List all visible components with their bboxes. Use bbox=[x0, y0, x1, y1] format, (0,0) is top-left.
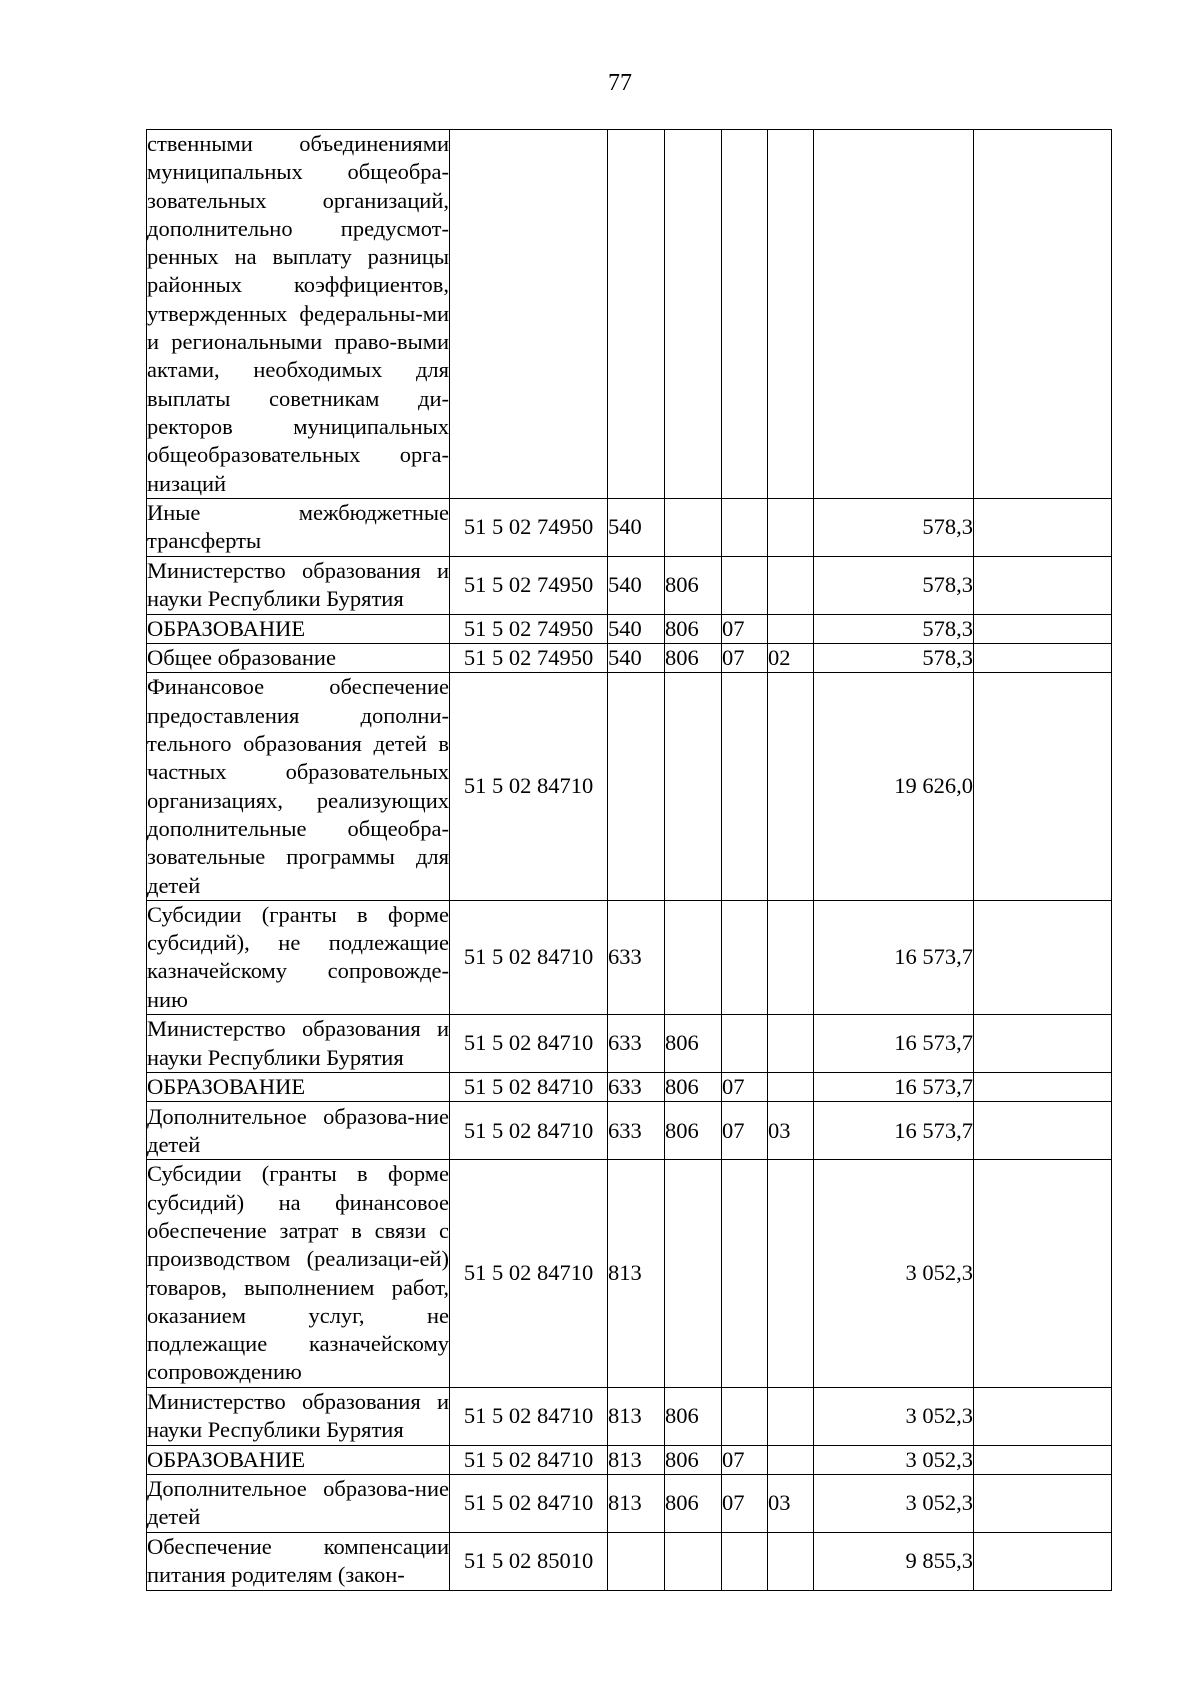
cell-extra bbox=[974, 1445, 1112, 1474]
cell-ministry-code: 806 bbox=[665, 1015, 722, 1073]
budget-table bbox=[146, 129, 1112, 1591]
cell-subsection bbox=[768, 130, 814, 499]
cell-extra bbox=[974, 1532, 1112, 1590]
cell-extra bbox=[974, 1387, 1112, 1445]
cell-amount: 9 855,3 bbox=[814, 1532, 974, 1590]
cell-amount: 3 052,3 bbox=[814, 1160, 974, 1387]
cell-ministry-code: 806 bbox=[665, 1102, 722, 1160]
cell-extra bbox=[974, 644, 1112, 673]
cell-extra bbox=[974, 1073, 1112, 1102]
cell-expense-type bbox=[608, 130, 665, 499]
cell-expense-type: 540 bbox=[608, 644, 665, 673]
cell-item-name: Министерство образования и науки Республики Бурятия bbox=[147, 556, 450, 614]
cell-expense-type: 633 bbox=[608, 1073, 665, 1102]
cell-item-name: Иные межбюджетные трансферты bbox=[147, 498, 450, 556]
cell-ministry-code: 806 bbox=[665, 556, 722, 614]
cell-section bbox=[722, 556, 768, 614]
cell-section bbox=[722, 130, 768, 499]
cell-section bbox=[722, 673, 768, 900]
cell-expense-type: 633 bbox=[608, 1102, 665, 1160]
cell-target-article: 51 5 02 84710 bbox=[450, 1015, 608, 1073]
table-row bbox=[147, 673, 1112, 900]
cell-section bbox=[722, 1015, 768, 1073]
cell-section bbox=[722, 498, 768, 556]
table-row bbox=[147, 644, 1112, 673]
cell-expense-type: 633 bbox=[608, 900, 665, 1014]
cell-section: 07 bbox=[722, 1102, 768, 1160]
cell-item-name: Дополнительное образова-ние детей bbox=[147, 1102, 450, 1160]
cell-subsection: 03 bbox=[768, 1102, 814, 1160]
cell-target-article: 51 5 02 84710 bbox=[450, 1073, 608, 1102]
cell-subsection bbox=[768, 900, 814, 1014]
cell-amount: 16 573,7 bbox=[814, 1015, 974, 1073]
table-row bbox=[147, 1474, 1112, 1532]
cell-expense-type bbox=[608, 673, 665, 900]
cell-amount: 3 052,3 bbox=[814, 1387, 974, 1445]
cell-target-article: 51 5 02 84710 bbox=[450, 1474, 608, 1532]
cell-extra bbox=[974, 1102, 1112, 1160]
cell-ministry-code bbox=[665, 900, 722, 1014]
cell-extra bbox=[974, 1474, 1112, 1532]
cell-expense-type: 813 bbox=[608, 1474, 665, 1532]
table-row bbox=[147, 900, 1112, 1014]
cell-item-name: Министерство образования и науки Республики Бурятия bbox=[147, 1015, 450, 1073]
cell-ministry-code: 806 bbox=[665, 1445, 722, 1474]
cell-amount: 578,3 bbox=[814, 614, 974, 643]
cell-item-name: Обеспечение компенсации питания родителям (закон- bbox=[147, 1532, 450, 1590]
cell-amount: 16 573,7 bbox=[814, 900, 974, 1014]
cell-expense-type: 813 bbox=[608, 1160, 665, 1387]
cell-target-article bbox=[450, 130, 608, 499]
cell-target-article: 51 5 02 74950 bbox=[450, 614, 608, 643]
cell-item-name: Общее образование bbox=[147, 644, 450, 673]
cell-section bbox=[722, 900, 768, 1014]
cell-ministry-code bbox=[665, 498, 722, 556]
table-row bbox=[147, 614, 1112, 643]
cell-amount: 16 573,7 bbox=[814, 1073, 974, 1102]
cell-subsection bbox=[768, 1073, 814, 1102]
cell-expense-type: 540 bbox=[608, 498, 665, 556]
cell-ministry-code: 806 bbox=[665, 614, 722, 643]
cell-amount: 578,3 bbox=[814, 498, 974, 556]
table-body bbox=[147, 130, 1112, 1591]
cell-extra bbox=[974, 1160, 1112, 1387]
cell-extra bbox=[974, 498, 1112, 556]
cell-ministry-code: 806 bbox=[665, 1073, 722, 1102]
cell-section bbox=[722, 1387, 768, 1445]
cell-item-name: ственными объединениями муниципальных общеобра-зовательных организаций, дополнительно предусмот-ренных на выплату разницы районных коэффициентов, утвержденных федеральны-ми и региональными право-выми актами, необходимых для выплаты советникам ди-ректоров муниципальных общеобразовательных орга-низаций bbox=[147, 130, 450, 499]
table-row bbox=[147, 1102, 1112, 1160]
cell-section bbox=[722, 1160, 768, 1387]
cell-target-article: 51 5 02 84710 bbox=[450, 673, 608, 900]
cell-subsection bbox=[768, 1532, 814, 1590]
cell-subsection bbox=[768, 614, 814, 643]
cell-section: 07 bbox=[722, 614, 768, 643]
cell-item-name: Финансовое обеспечение предоставления дополни-тельного образования детей в частных образовательных организациях, реализующих дополнительные общеобра-зовательные программы для детей bbox=[147, 673, 450, 900]
cell-section bbox=[722, 1532, 768, 1590]
cell-target-article: 51 5 02 74950 bbox=[450, 556, 608, 614]
cell-subsection: 03 bbox=[768, 1474, 814, 1532]
table-row bbox=[147, 1073, 1112, 1102]
cell-target-article: 51 5 02 84710 bbox=[450, 1102, 608, 1160]
cell-subsection bbox=[768, 1015, 814, 1073]
cell-target-article: 51 5 02 85010 bbox=[450, 1532, 608, 1590]
cell-subsection bbox=[768, 1445, 814, 1474]
cell-item-name: Дополнительное образова-ние детей bbox=[147, 1474, 450, 1532]
cell-item-name: Субсидии (гранты в форме субсидий) на финансовое обеспечение затрат в связи с производством (реализаци-ей) товаров, выполнением работ, оказанием услуг, не подлежащие казначейскому сопровождению bbox=[147, 1160, 450, 1387]
cell-expense-type: 540 bbox=[608, 556, 665, 614]
table-row bbox=[147, 130, 1112, 499]
cell-amount: 3 052,3 bbox=[814, 1445, 974, 1474]
cell-section: 07 bbox=[722, 1073, 768, 1102]
cell-ministry-code bbox=[665, 673, 722, 900]
cell-amount: 19 626,0 bbox=[814, 673, 974, 900]
cell-subsection bbox=[768, 1160, 814, 1387]
cell-extra bbox=[974, 900, 1112, 1014]
cell-extra bbox=[974, 556, 1112, 614]
cell-expense-type: 540 bbox=[608, 614, 665, 643]
cell-item-name: ОБРАЗОВАНИЕ bbox=[147, 614, 450, 643]
cell-subsection bbox=[768, 1387, 814, 1445]
cell-amount: 3 052,3 bbox=[814, 1474, 974, 1532]
cell-amount: 578,3 bbox=[814, 644, 974, 673]
cell-section: 07 bbox=[722, 1474, 768, 1532]
cell-item-name: ОБРАЗОВАНИЕ bbox=[147, 1445, 450, 1474]
cell-subsection bbox=[768, 673, 814, 900]
cell-item-name: Министерство образования и науки Республики Бурятия bbox=[147, 1387, 450, 1445]
cell-amount: 16 573,7 bbox=[814, 1102, 974, 1160]
cell-expense-type: 813 bbox=[608, 1445, 665, 1474]
cell-expense-type: 813 bbox=[608, 1387, 665, 1445]
cell-target-article: 51 5 02 84710 bbox=[450, 900, 608, 1014]
cell-amount bbox=[814, 130, 974, 499]
cell-item-name: ОБРАЗОВАНИЕ bbox=[147, 1073, 450, 1102]
cell-section: 07 bbox=[722, 1445, 768, 1474]
cell-extra bbox=[974, 673, 1112, 900]
cell-extra bbox=[974, 614, 1112, 643]
cell-target-article: 51 5 02 74950 bbox=[450, 498, 608, 556]
cell-target-article: 51 5 02 84710 bbox=[450, 1160, 608, 1387]
cell-subsection: 02 bbox=[768, 644, 814, 673]
cell-ministry-code bbox=[665, 130, 722, 499]
table-row bbox=[147, 1387, 1112, 1445]
table-row bbox=[147, 1532, 1112, 1590]
cell-target-article: 51 5 02 84710 bbox=[450, 1387, 608, 1445]
table-row bbox=[147, 556, 1112, 614]
cell-ministry-code bbox=[665, 1532, 722, 1590]
table-row bbox=[147, 1445, 1112, 1474]
table-row bbox=[147, 498, 1112, 556]
cell-subsection bbox=[768, 556, 814, 614]
cell-extra bbox=[974, 1015, 1112, 1073]
cell-extra bbox=[974, 130, 1112, 499]
cell-ministry-code: 806 bbox=[665, 1387, 722, 1445]
cell-section: 07 bbox=[722, 644, 768, 673]
cell-ministry-code: 806 bbox=[665, 1474, 722, 1532]
cell-item-name: Субсидии (гранты в форме субсидий), не подлежащие казначейскому сопровожде-нию bbox=[147, 900, 450, 1014]
cell-target-article: 51 5 02 84710 bbox=[450, 1445, 608, 1474]
cell-amount: 578,3 bbox=[814, 556, 974, 614]
cell-subsection bbox=[768, 498, 814, 556]
cell-target-article: 51 5 02 74950 bbox=[450, 644, 608, 673]
page-number: 77 bbox=[608, 70, 632, 96]
cell-expense-type: 633 bbox=[608, 1015, 665, 1073]
table-row bbox=[147, 1160, 1112, 1387]
table-row bbox=[147, 1015, 1112, 1073]
cell-expense-type bbox=[608, 1532, 665, 1590]
cell-ministry-code: 806 bbox=[665, 644, 722, 673]
cell-ministry-code bbox=[665, 1160, 722, 1387]
